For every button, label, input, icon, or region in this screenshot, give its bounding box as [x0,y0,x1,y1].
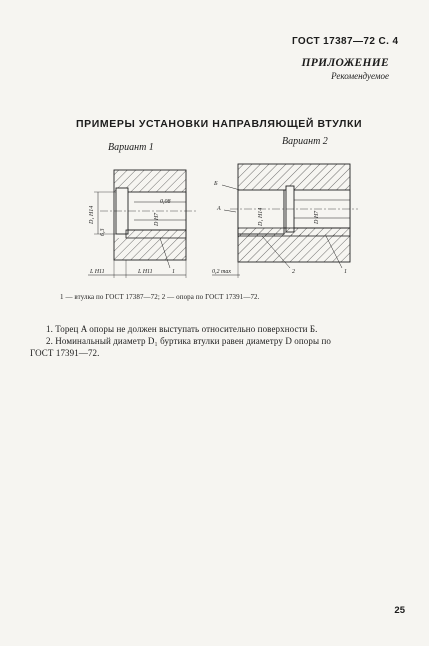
v1-dim-63: 6,3 [100,228,106,236]
variant1-label: Вариант 1 [108,142,154,153]
v1-plate-lower [114,238,186,260]
figure-caption: 1 — втулка по ГОСТ 17387—72; 2 — опора по ГОСТ 17391—72. [60,293,260,301]
v2-label-b: Б [214,181,218,187]
note-1: 1. Торец A опоры не должен выступать относительно поверхности Б. [46,324,318,334]
v1-dim-d-h7: D H7 [154,212,160,226]
v2-callout-1: 1 [344,269,347,275]
v1-dim-d1: D₁ H14 [89,205,95,224]
standard-header: ГОСТ 17387—72 С. 4 [292,36,399,47]
v1-callout-1: 1 [172,269,175,275]
note-2-continued: ГОСТ 17391—72. [30,348,100,358]
v2-callout-2: 2 [292,269,295,275]
v1-dim-l1: L H11 [90,269,105,275]
page-number: 25 [394,605,405,616]
v2-label-a: A [217,206,221,212]
note-2: 2. Номинальный диаметр D₁ буртика втулки равен диаметру D опоры по [46,336,332,346]
variant1-drawing [88,170,196,278]
appendix-subtitle: Рекомендуемое [331,71,389,81]
page-title: ПРИМЕРЫ УСТАНОВКИ НАПРАВЛЯЮЩЕЙ ВТУЛКИ [76,118,363,130]
v1-dim-l2: L H11 [138,269,153,275]
v2-dim-d1: D₁ H14 [258,207,264,226]
v2-dim-gap: 0,2 max [212,269,231,275]
variant2-label: Вариант 2 [282,136,328,147]
variant2-drawing [212,164,358,278]
v1-roughness: 0,08 [160,199,171,205]
v2-dim-d-h7: D H7 [314,210,320,224]
appendix-title: ПРИЛОЖЕНИЕ [301,57,389,69]
